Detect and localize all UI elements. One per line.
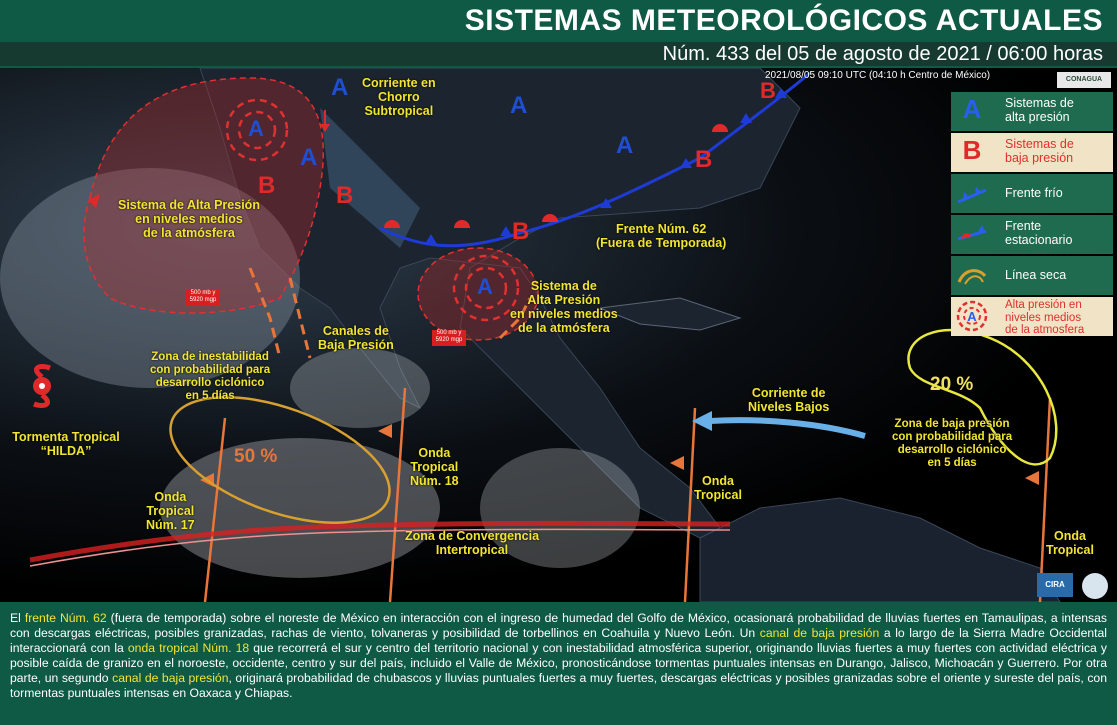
legend-item-cold-front: Frente frío: [951, 174, 1113, 213]
label-high-pressure-west: Sistema de Alta Presión en niveles medios de la atmósfera: [118, 198, 260, 240]
stationary-front-icon: [955, 217, 989, 251]
satellite-map: [0, 68, 1117, 602]
low-symbol: B: [512, 218, 530, 245]
cold-front-icon: [955, 176, 989, 210]
label-tropical-wave-caribbean: Onda Tropical: [694, 474, 742, 502]
high-symbol: A: [616, 132, 634, 159]
label-itcz: Zona de Convergencia Intertropical: [405, 529, 540, 557]
cira-logo: CIRA: [1037, 573, 1073, 597]
high-symbol: A: [300, 144, 318, 171]
clouds-pacific-south: [160, 438, 440, 578]
conagua-logo: CONAGUA: [1057, 72, 1111, 88]
high-pressure-zone-west: [84, 78, 323, 313]
low-symbol: B: [336, 182, 354, 209]
probability-50: 50 %: [234, 446, 278, 467]
low-symbol: B: [258, 172, 276, 199]
label-development-zone-atlantic: Zona de baja presión con probabilidad para desarrollo ciclónico en 5 días: [892, 418, 1013, 469]
high-symbol: A: [331, 74, 349, 101]
low-level-current: [710, 420, 865, 436]
geopotential-tag-west: 500 mb y 5920 mgp: [186, 290, 220, 306]
high-pressure-icon: A: [962, 94, 982, 124]
bulletin-text: El frente Núm. 62 (fuera de temporada) sobre el noreste de México en interacción con el ingreso de humedad del Golfo de México, ocasionará probabilidad de lluvias fuertes en Tamaulipas, a intensas con descargas eléctricas, posibles granizadas, rachas de viento, tolvaneras y posibilidad de torbellinos en Coahuila y Nuevo León. Un canal de baja presión a lo largo de la Sierra Madre Occidental interaccionará con la onda tropical Núm. 18 que recorrerá el sur y centro del territorio nacional y con inestabilidad atmosférica superior, originando lluvias fuertes a muy fuertes con actividad eléctrica y posible caída de granizo en el noroeste, occidente, centro y sur del país, incluido el Valle de México, pronosticándose tormentas puntuales intensas en Durango, Jalisco, Michoacán y Guerrero. Por otra parte, un segundo canal de baja presión, originará probabilidad de chubascos y lluvias puntuales fuertes a muy fuertes, descargas eléctricas y posibles granizadas sobre el oriente y sureste del país, con tormentas puntuales intensas en Oaxaca y Chiapas.: [0, 602, 1117, 725]
label-tropical-wave-18: Onda Tropical Núm. 18: [410, 446, 459, 488]
label-tropical-wave-atlantic: Onda Tropical: [1046, 529, 1094, 557]
label-low-level-current: Corriente de Niveles Bajos: [748, 386, 830, 414]
header-bar: [0, 0, 1117, 68]
page-title: SISTEMAS METEOROLÓGICOS ACTUALES: [464, 4, 1103, 37]
label-tropical-storm-hilda: Tormenta Tropical “HILDA”: [12, 430, 120, 458]
tropical-wave-atlantic: [1040, 398, 1050, 602]
agency-logo: [1082, 573, 1108, 599]
bulletin-number: Núm. 433 del 05 de agosto de 2021 / 06:00 horas: [0, 42, 1117, 66]
cuba-land: [600, 298, 740, 330]
label-low-pressure-troughs: Canales de Baja Presión: [318, 324, 394, 352]
label-tropical-wave-17: Onda Tropical Núm. 17: [146, 490, 195, 532]
low-symbol: B: [695, 146, 713, 173]
geopotential-tag-gulf: 500 mb y 5920 mgp: [432, 330, 466, 346]
label-high-pressure-gulf: Sistema de Alta Presión en niveles medios de la atmósfera: [510, 279, 618, 335]
south-america-land: [700, 498, 1060, 602]
mid-level-high-symbol: A: [248, 116, 264, 141]
probability-20: 20 %: [930, 374, 974, 395]
high-symbol: A: [510, 92, 528, 119]
legend-item-high-pressure: A Sistemas de alta presión: [951, 92, 1113, 131]
legend-item-low-pressure: B Sistemas de baja presión: [951, 133, 1113, 172]
mid-level-high-icon: [955, 299, 989, 333]
label-front-62: Frente Núm. 62 (Fuera de Temporada): [596, 222, 727, 250]
low-pressure-icon: B: [962, 135, 982, 165]
map-legend: [951, 92, 1113, 338]
legend-item-mid-level-high: A Alta presión en niveles medios de la atmosfera: [951, 297, 1113, 336]
image-timestamp: 2021/08/05 09:10 UTC (04:10 h Centro de México): [765, 70, 991, 81]
dry-line-icon: [955, 258, 989, 292]
legend-item-stationary-front: Frente estacionario: [951, 215, 1113, 254]
mid-level-high-symbol: A: [477, 274, 493, 299]
svg-text:A: A: [967, 309, 977, 324]
low-symbol: B: [760, 78, 776, 103]
label-subtropical-jet: Corriente en Chorro Subtropical: [362, 76, 436, 118]
tropical-storm-hilda-icon: [33, 366, 51, 405]
label-development-zone-pacific: Zona de inestabilidad con probabilidad para desarrollo ciclónico en 5 días: [150, 351, 271, 402]
legend-item-dry-line: Línea seca: [951, 256, 1113, 295]
